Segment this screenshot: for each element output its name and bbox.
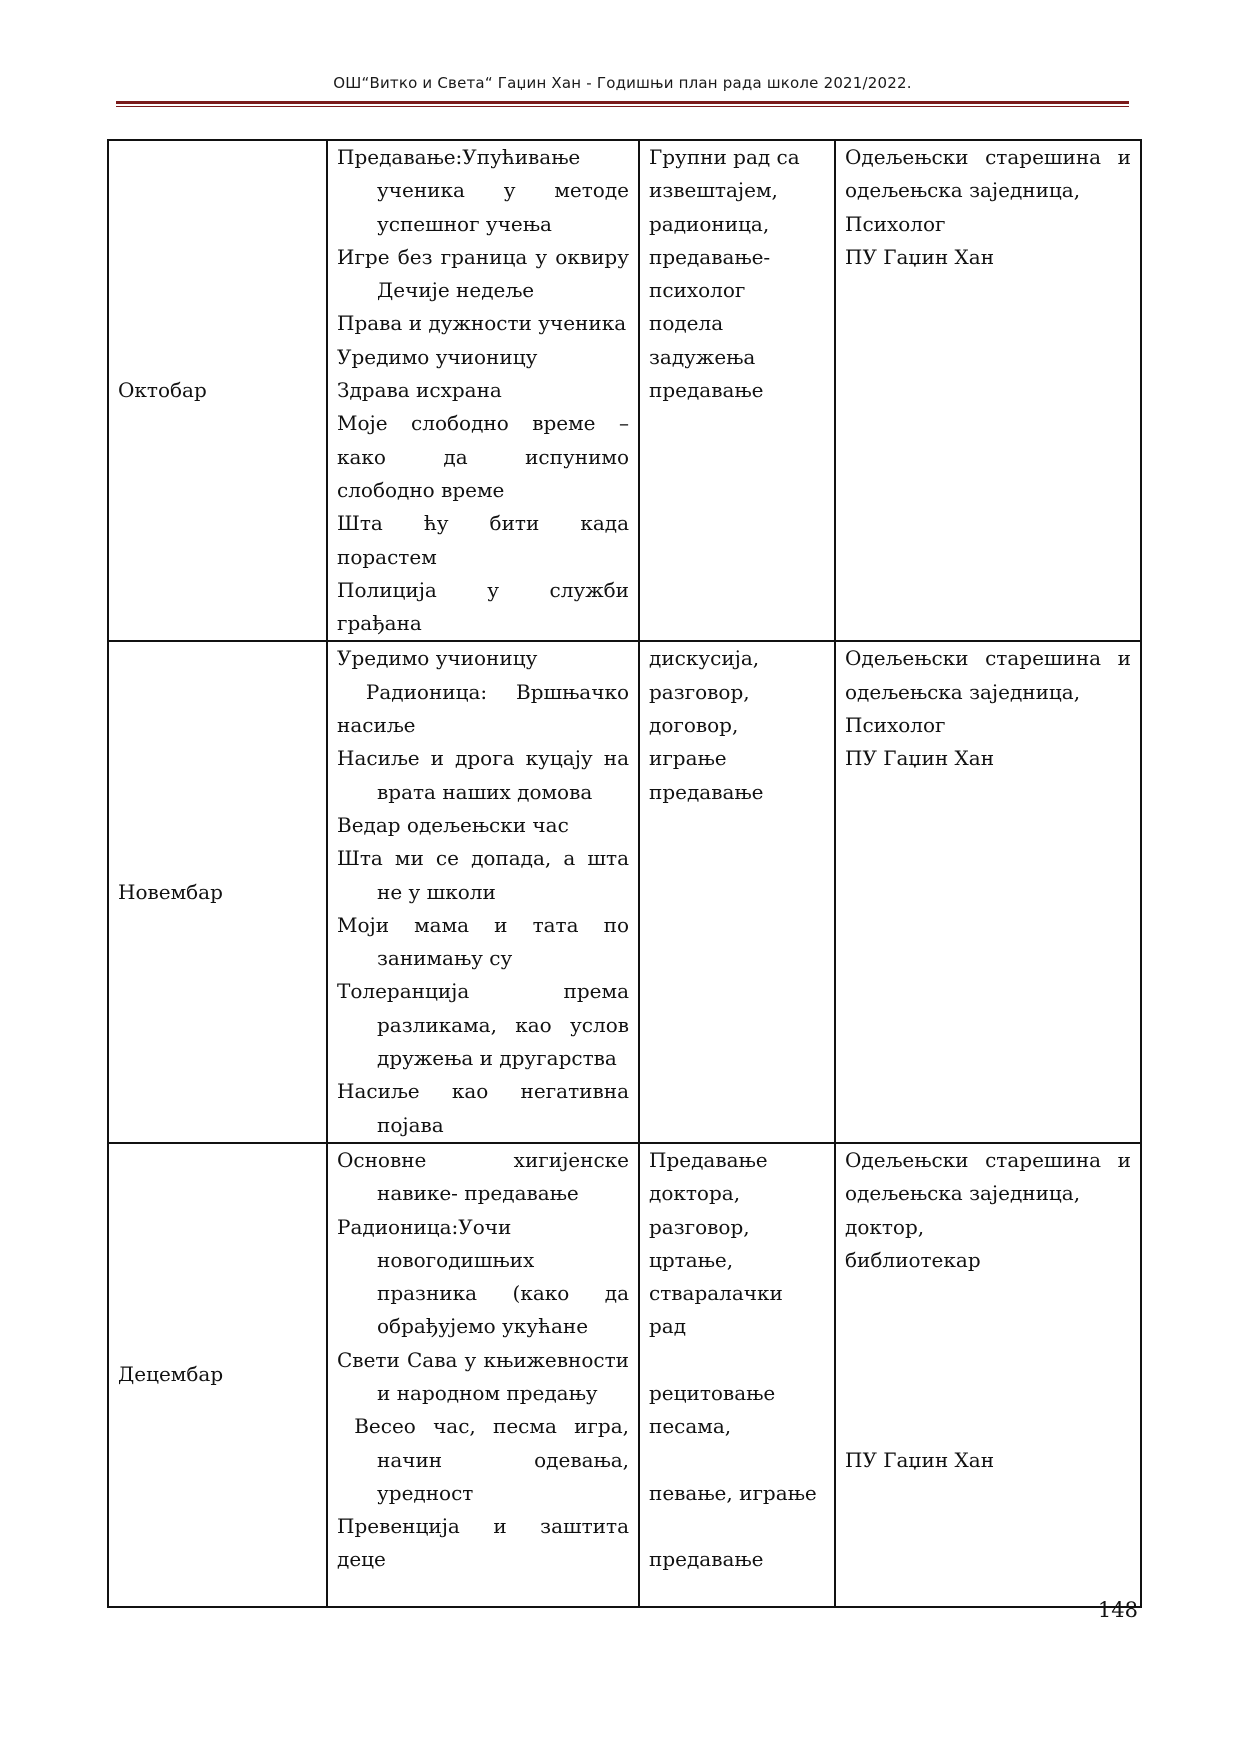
month-cell <box>108 641 327 1142</box>
responsible-line: ПУ Гаџин Хан <box>845 1447 995 1472</box>
topic-item: Толеранција према разликама, као услов дружења и другарства <box>337 979 629 1071</box>
topic-item: Уредимо учионицу <box>337 344 538 369</box>
responsible-spacer <box>845 1277 1131 1310</box>
page-number: 148 <box>1097 1598 1138 1622</box>
topic-item: Игре без граница у оквиру Дечије недеље <box>337 244 629 303</box>
method-line: дискусија, <box>649 646 760 671</box>
topic-item: Превенција и заштита деце <box>337 1514 629 1572</box>
topic-item: Радионица: Вршњачко насиље <box>337 679 636 738</box>
topic-item: Шта ћу бити када порастем <box>337 511 629 569</box>
method-line: предавање <box>649 378 764 403</box>
topic-item: Моји мама и тата по занимању су <box>337 912 629 971</box>
topics-cell <box>327 140 639 641</box>
month-label: Децембар <box>118 1362 224 1387</box>
month-label: Октобар <box>118 378 207 403</box>
month-label: Новембар <box>118 879 223 904</box>
method-line: задужења <box>649 344 756 369</box>
page-header: ОШ“Витко и Света“ Гаџин Хан - Годишњи план рада школе 2021/2022. <box>333 74 912 92</box>
method-line: подела <box>649 311 724 336</box>
responsible-line: доктор, <box>845 1214 925 1239</box>
method-spacer <box>649 1444 825 1477</box>
method-line: извештајем, <box>649 178 778 203</box>
responsible-line: Одељењски старешина и одељењска заједница, <box>845 1147 1131 1206</box>
topic-item: Уредимо учионицу <box>337 646 538 671</box>
method-line: стваралачки <box>649 1281 783 1306</box>
header-rule-thick <box>116 101 1129 104</box>
responsible-cell <box>835 641 1141 1142</box>
table-row-november <box>108 641 1141 1142</box>
topics-cell <box>327 641 639 1142</box>
topic-item: Моје слободно време – како да испунимо слободно време <box>337 411 629 502</box>
method-line: психолог <box>649 278 746 303</box>
method-line: играње <box>649 746 727 771</box>
method-line: Предавање <box>649 1147 768 1172</box>
responsible-line: Одељењски старешина и одељењска заједница, <box>845 145 1131 203</box>
plan-table <box>107 139 1142 1608</box>
method-line: договор, <box>649 713 739 738</box>
table-row-december <box>108 1143 1141 1607</box>
responsible-cell <box>835 140 1141 641</box>
responsible-spacer <box>845 1310 1131 1343</box>
topic-item: Насиље и дрога куцају на врата наших домова <box>337 746 629 804</box>
topic-item: Свети Сава у књижевности и народном предању <box>337 1347 629 1405</box>
month-cell <box>108 1143 327 1607</box>
methods-cell <box>639 140 835 641</box>
method-line: песама, <box>649 1414 732 1439</box>
responsible-line: Психолог <box>845 713 946 738</box>
method-line: разговор, <box>649 1214 750 1239</box>
topic-item: Здрава исхрана <box>337 378 502 403</box>
method-line: доктора, <box>649 1181 741 1206</box>
method-spacer <box>649 1344 825 1377</box>
month-cell <box>108 140 327 641</box>
topic-item: Основне хигијенске навике- предавање <box>337 1147 629 1206</box>
method-line: цртање, <box>649 1247 734 1272</box>
responsible-line: Одељењски старешина и одељењска заједница, <box>845 646 1131 704</box>
topic-item: Права и дужности ученика <box>337 311 627 336</box>
topic-item: Предавање:Упућивање ученика у методе успешног учења <box>337 145 629 236</box>
topic-item: Радионица:Уочи новогодишњих празника (како да обрађујемо укућане <box>337 1214 629 1339</box>
method-line: разговор, <box>649 679 750 704</box>
topics-cell <box>327 1143 639 1607</box>
method-line: радионица, <box>649 211 770 236</box>
method-spacer <box>649 1510 825 1543</box>
method-line: Групни рад са <box>649 145 800 169</box>
topic-item: Весео час, песма игра, начин одевања, уредност <box>337 1414 636 1505</box>
responsible-line: ПУ Гаџин Хан <box>845 244 995 269</box>
method-line: рецитовање <box>649 1380 776 1405</box>
topic-item: Шта ми се допада, а шта не у школи <box>337 846 629 904</box>
responsible-line: библиотекар <box>845 1247 981 1272</box>
topic-item: Полиција у служби грађана <box>337 577 629 636</box>
methods-cell <box>639 1143 835 1607</box>
table-row-october <box>108 140 1141 641</box>
responsible-spacer <box>845 1344 1131 1377</box>
method-line: предавање <box>649 1547 764 1572</box>
method-line: певање, играње <box>649 1480 817 1505</box>
topic-item: Насиље као негативна појава <box>337 1079 629 1137</box>
method-line: предавање <box>649 779 764 804</box>
responsible-spacer <box>845 1410 1131 1443</box>
responsible-line: ПУ Гаџин Хан <box>845 746 995 771</box>
header-rule-thin <box>116 106 1129 107</box>
method-line: рад <box>649 1314 687 1339</box>
responsible-spacer <box>845 1377 1131 1410</box>
method-line: предавање- <box>649 244 771 269</box>
responsible-line: Психолог <box>845 211 946 236</box>
responsible-cell <box>835 1143 1141 1607</box>
topic-item: Ведар одељењски час <box>337 812 569 837</box>
methods-cell <box>639 641 835 1142</box>
